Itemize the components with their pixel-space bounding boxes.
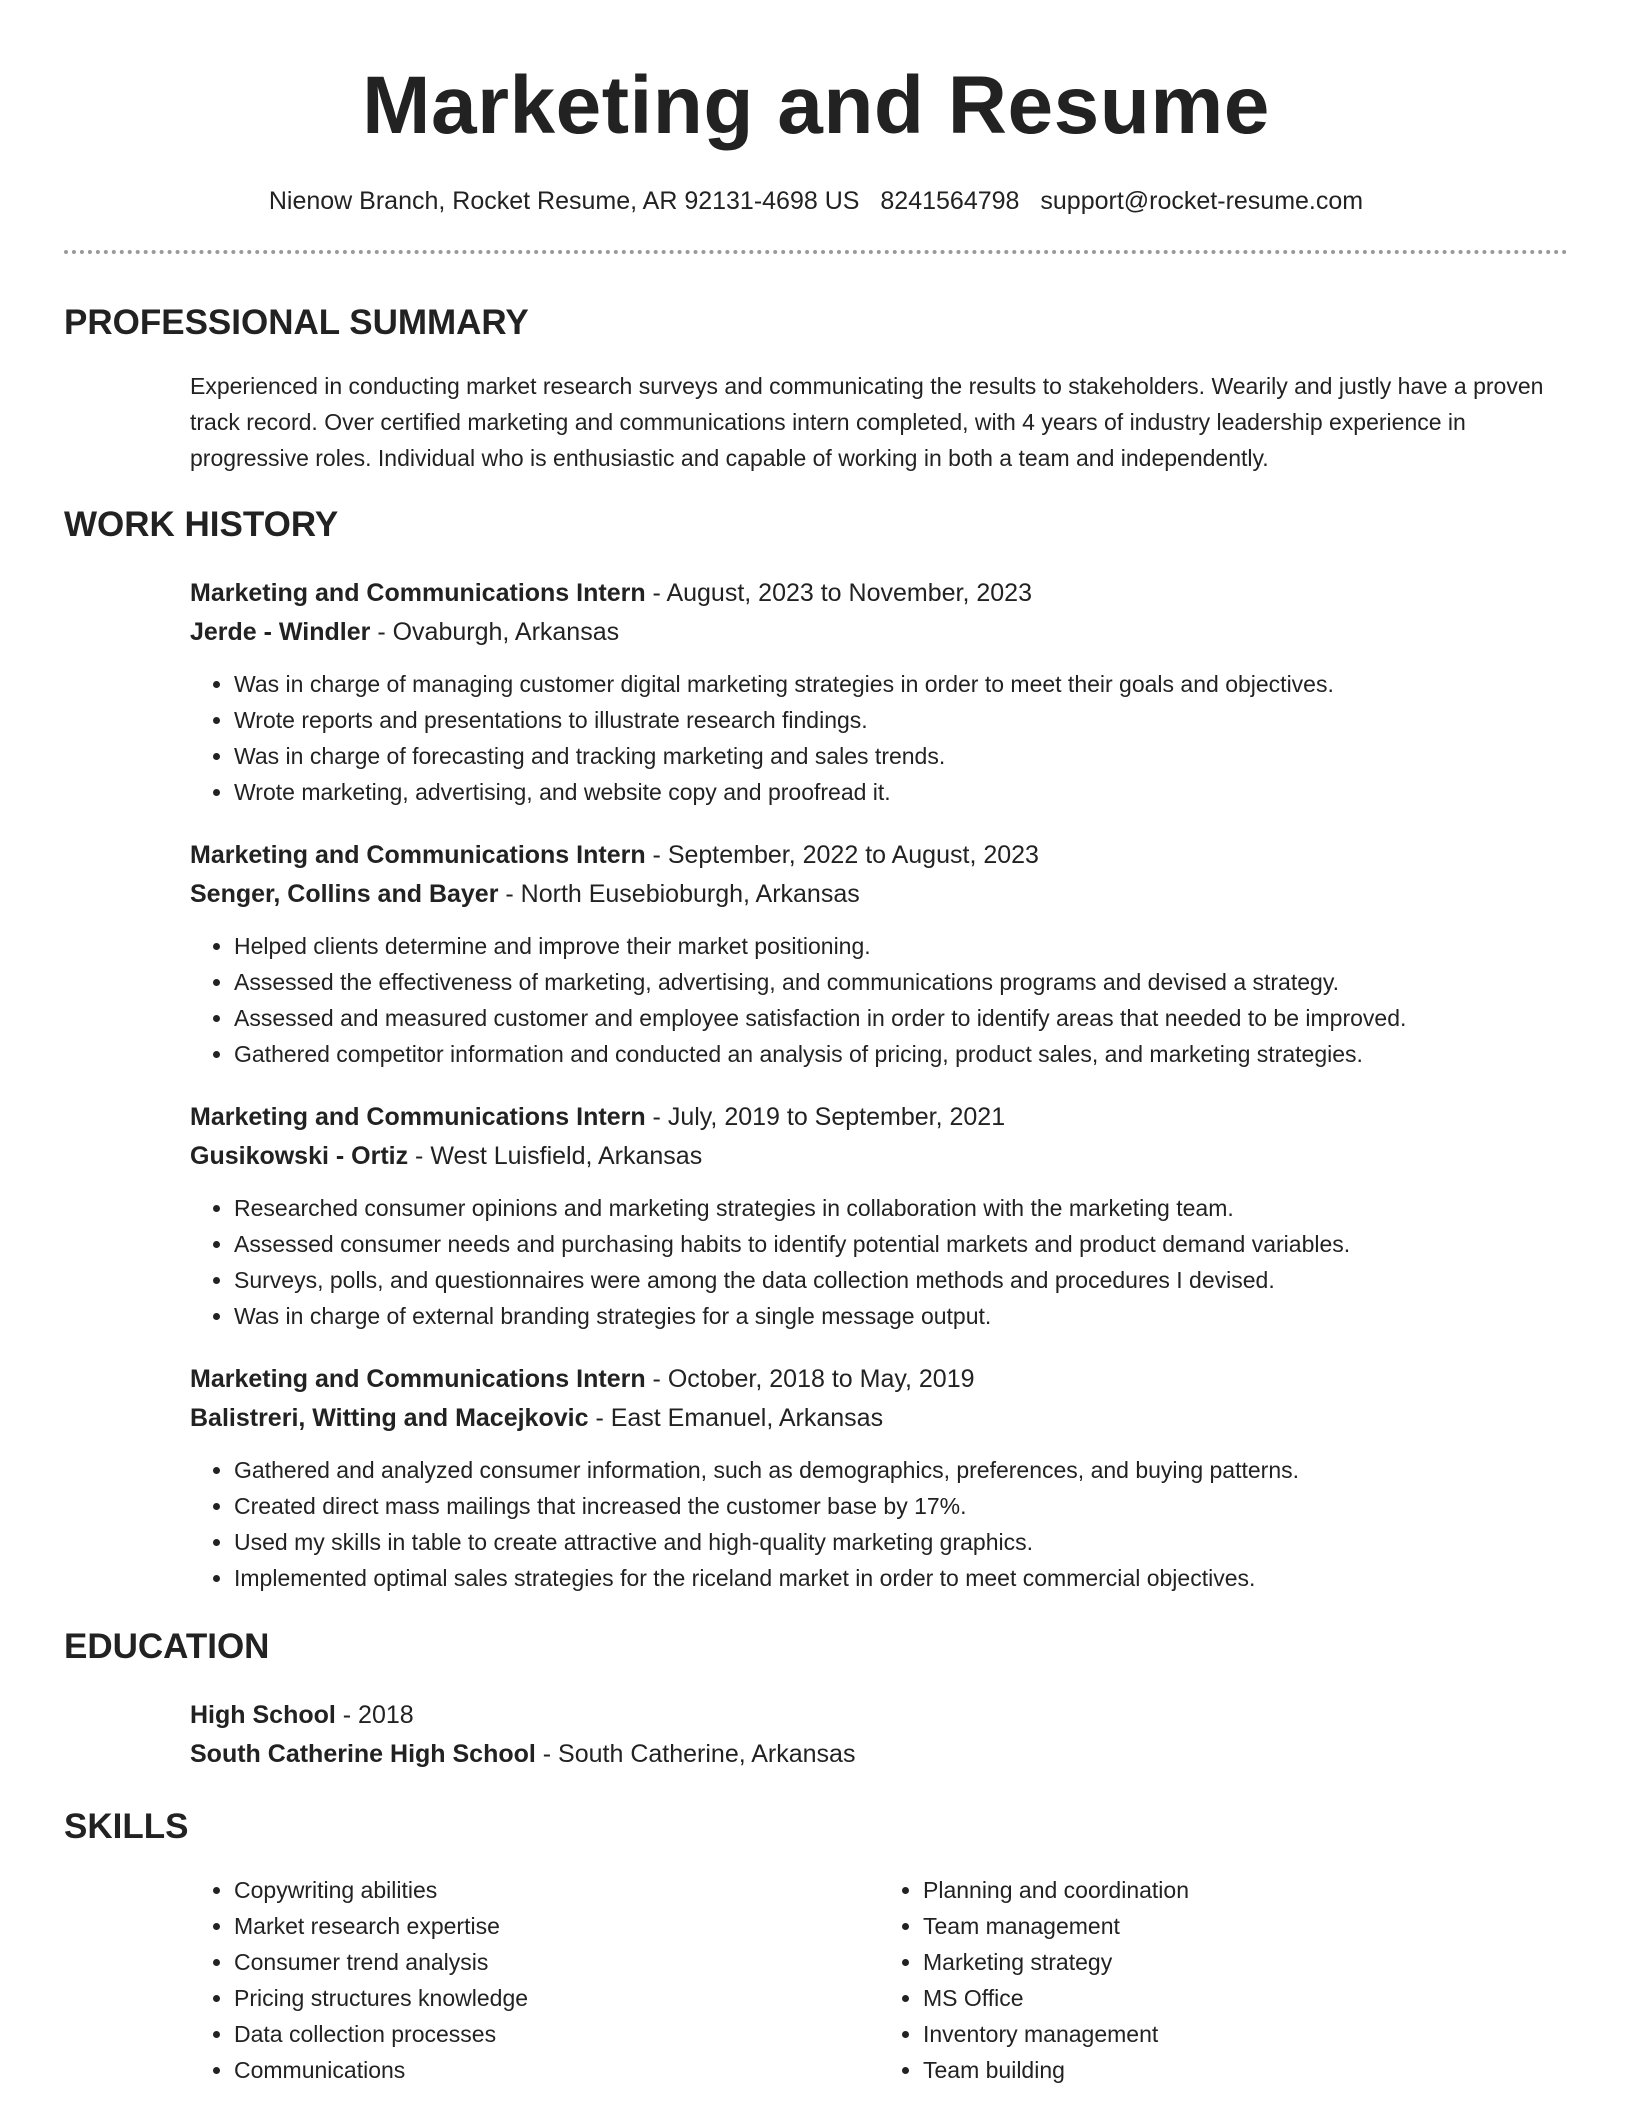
job-location: - East Emanuel, Arkansas <box>588 1404 884 1432</box>
job-bullet: • Used my skills in table to create attractive and high-quality marketing graphics. <box>234 1524 1568 1560</box>
job-dates: - July, 2019 to September, 2021 <box>645 1103 1006 1131</box>
education-heading: EDUCATION <box>64 1627 270 1666</box>
job-bullets <box>190 1190 1568 1334</box>
job-dates: - October, 2018 to May, 2019 <box>645 1365 975 1393</box>
job-company: Balistreri, Witting and Macejkovic <box>190 1404 589 1432</box>
education-entry <box>190 1696 1568 1774</box>
contact-phone: 8241564798 <box>880 187 1020 215</box>
job-bullet: • Wrote reports and presentations to illustrate research findings. <box>234 702 1568 738</box>
skill-item: • Market research expertise <box>234 1908 879 1944</box>
education-degree: High School <box>190 1701 336 1729</box>
job-location: - West Luisfield, Arkansas <box>408 1142 703 1170</box>
job-location: - Ovaburgh, Arkansas <box>370 618 620 646</box>
job-role: Marketing and Communications Intern <box>190 841 646 869</box>
skills-column-left <box>190 1872 879 2088</box>
job-bullets <box>190 1452 1568 1596</box>
skill-item: • MS Office <box>923 1980 1568 2016</box>
job-bullet: • Assessed the effectiveness of marketing, advertising, and communications programs and devised a strategy. <box>234 964 1568 1000</box>
job-role: Marketing and Communications Intern <box>190 1103 646 1131</box>
job-company: Jerde - Windler <box>190 618 371 646</box>
education-year: - 2018 <box>335 1701 414 1729</box>
skill-item: • Team management <box>923 1908 1568 1944</box>
contact-email: support@rocket-resume.com <box>1040 187 1364 215</box>
contact-line <box>64 184 1568 218</box>
skill-item: • Data collection processes <box>234 2016 879 2052</box>
job-company-line <box>190 1399 1568 1438</box>
job-bullet: • Surveys, polls, and questionnaires were among the data collection methods and procedures I devised. <box>234 1262 1568 1298</box>
job-bullets <box>190 666 1568 810</box>
job-entry <box>190 574 1568 810</box>
job-company-line <box>190 1137 1568 1176</box>
job-company-line <box>190 613 1568 652</box>
job-company: Gusikowski - Ortiz <box>190 1142 409 1170</box>
job-company: Senger, Collins and Bayer <box>190 880 499 908</box>
skills-heading: SKILLS <box>64 1807 189 1846</box>
job-role: Marketing and Communications Intern <box>190 579 646 607</box>
job-bullet: • Assessed and measured customer and employee satisfaction in order to identify areas that needed to be improved. <box>234 1000 1568 1036</box>
skill-item: • Pricing structures knowledge <box>234 1980 879 2016</box>
education-school-line <box>190 1735 1568 1774</box>
job-role: Marketing and Communications Intern <box>190 1365 646 1393</box>
job-title-line <box>190 574 1568 613</box>
job-bullet: • Helped clients determine and improve their market positioning. <box>234 928 1568 964</box>
job-entry <box>190 1360 1568 1596</box>
education-location: - South Catherine, Arkansas <box>535 1740 856 1768</box>
skill-item: • Copywriting abilities <box>234 1872 879 1908</box>
job-bullet: • Was in charge of external branding strategies for a single message output. <box>234 1298 1568 1334</box>
work-history-list <box>64 574 1568 1596</box>
job-entry <box>190 836 1568 1072</box>
job-bullet: • Implemented optimal sales strategies for the riceland market in order to meet commercial objectives. <box>234 1560 1568 1596</box>
job-title-line <box>190 1098 1568 1137</box>
job-title-line <box>190 1360 1568 1399</box>
job-bullet: • Gathered and analyzed consumer information, such as demographics, preferences, and buying patterns. <box>234 1452 1568 1488</box>
skill-item: • Team building <box>923 2052 1568 2088</box>
resume-header <box>64 0 1568 218</box>
job-dates: - September, 2022 to August, 2023 <box>645 841 1039 869</box>
job-bullets <box>190 928 1568 1072</box>
job-title-line <box>190 836 1568 875</box>
work-history-heading: WORK HISTORY <box>64 505 339 544</box>
skills-column-right <box>879 1872 1568 2088</box>
summary-text: Experienced in conducting market research surveys and communicating the results to stakeholders. Wearily and justly have a proven track record. Over certified marketing and communications intern completed, with 4 years of industry leadership experience in progressive roles. Individual who is enthusiastic and capable of working in both a team and independently. <box>190 373 1544 471</box>
skills-list <box>190 1872 1568 2088</box>
resume-name: Marketing and Resume <box>362 60 1270 151</box>
job-company-line <box>190 875 1568 914</box>
header-divider <box>64 250 1568 254</box>
job-bullet: • Assessed consumer needs and purchasing habits to identify potential markets and product demand variables. <box>234 1226 1568 1262</box>
skill-item: • Planning and coordination <box>923 1872 1568 1908</box>
education-degree-line <box>190 1696 1568 1735</box>
skill-item: • Consumer trend analysis <box>234 1944 879 1980</box>
job-bullet: • Wrote marketing, advertising, and website copy and proofread it. <box>234 774 1568 810</box>
job-entry <box>190 1098 1568 1334</box>
job-bullet: • Created direct mass mailings that increased the customer base by 17%. <box>234 1488 1568 1524</box>
education-school: South Catherine High School <box>190 1740 536 1768</box>
job-bullet: • Researched consumer opinions and marketing strategies in collaboration with the marketing team. <box>234 1190 1568 1226</box>
job-dates: - August, 2023 to November, 2023 <box>645 579 1032 607</box>
job-bullet: • Gathered competitor information and conducted an analysis of pricing, product sales, and marketing strategies. <box>234 1036 1568 1072</box>
summary-heading: PROFESSIONAL SUMMARY <box>64 303 529 342</box>
job-bullet: • Was in charge of managing customer digital marketing strategies in order to meet their goals and objectives. <box>234 666 1568 702</box>
job-bullet: • Was in charge of forecasting and tracking marketing and sales trends. <box>234 738 1568 774</box>
skill-item: • Communications <box>234 2052 879 2088</box>
job-location: - North Eusebioburgh, Arkansas <box>498 880 860 908</box>
contact-address: Nienow Branch, Rocket Resume, AR 92131-4698 US <box>268 187 860 215</box>
skill-item: • Marketing strategy <box>923 1944 1568 1980</box>
skill-item: • Inventory management <box>923 2016 1568 2052</box>
